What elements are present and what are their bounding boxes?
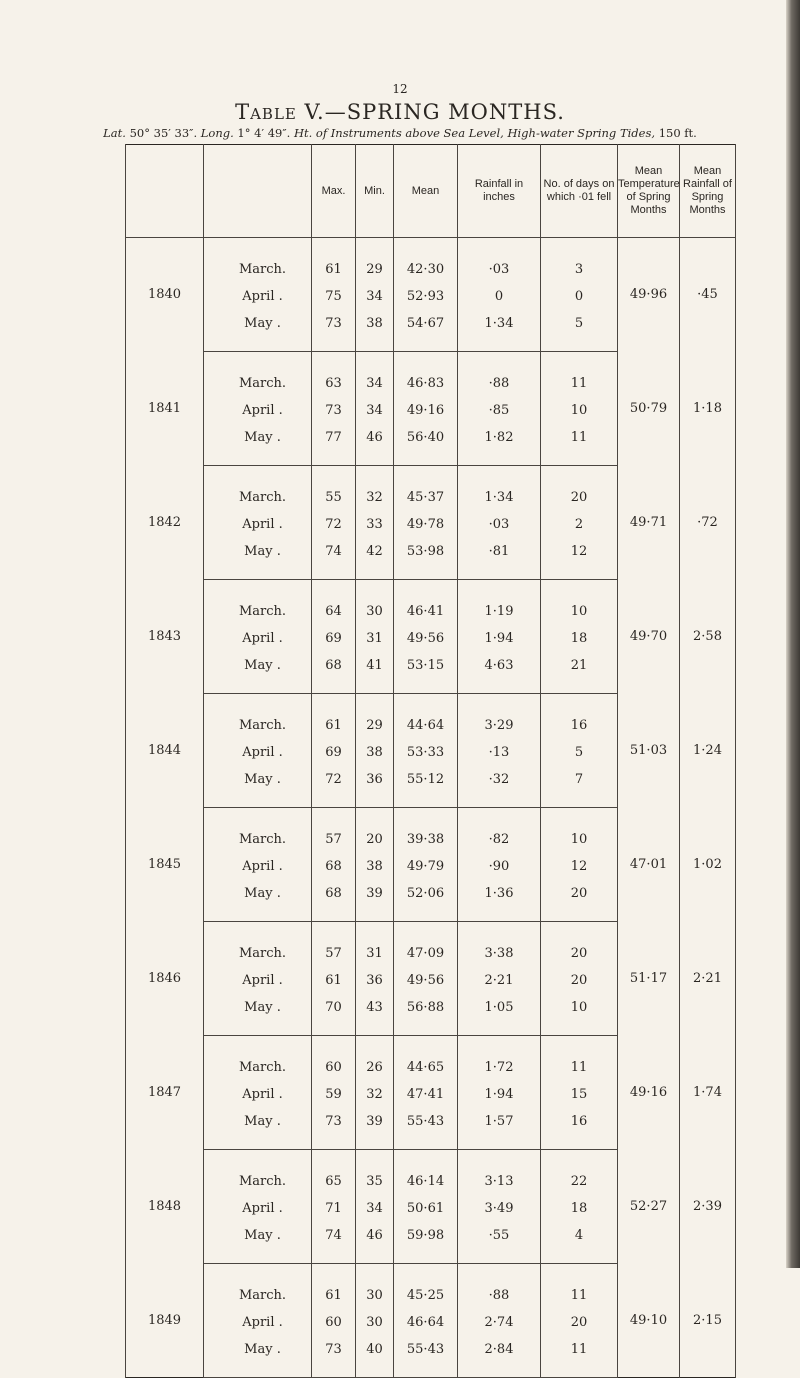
mean-cell: 55·43	[394, 1108, 458, 1150]
long-value: 1° 4′ 49″.	[237, 126, 291, 140]
rainfall-cell: ·03	[458, 511, 541, 538]
table-row	[126, 1036, 736, 1082]
month-cell: April .	[204, 739, 312, 766]
mean-rain-cell: 2·58	[680, 580, 736, 694]
table-row	[126, 238, 736, 284]
max-cell: 63	[312, 352, 356, 398]
mean-cell: 47·41	[394, 1081, 458, 1108]
month-cell: March.	[204, 1150, 312, 1196]
days-cell: 10	[541, 580, 618, 626]
mean-rain-cell: 1·02	[680, 808, 736, 922]
rainfall-cell: ·32	[458, 766, 541, 808]
mean-temp-cell: 49·70	[618, 580, 680, 694]
rainfall-cell: 1·72	[458, 1036, 541, 1082]
days-cell: 20	[541, 880, 618, 922]
year-cell: 1840	[126, 238, 204, 352]
min-cell: 34	[356, 1195, 394, 1222]
mean-cell: 45·25	[394, 1264, 458, 1310]
min-cell: 20	[356, 808, 394, 854]
days-cell: 11	[541, 1336, 618, 1378]
table-body	[126, 238, 736, 1378]
days-cell: 21	[541, 652, 618, 694]
max-cell: 75	[312, 283, 356, 310]
mean-temp-cell: 49·71	[618, 466, 680, 580]
mean-cell: 52·93	[394, 283, 458, 310]
table-row	[126, 694, 736, 740]
mean-cell: 56·88	[394, 994, 458, 1036]
max-cell: 77	[312, 424, 356, 466]
mean-cell: 46·41	[394, 580, 458, 626]
days-cell: 20	[541, 1309, 618, 1336]
mean-temp-cell: 49·10	[618, 1264, 680, 1378]
days-cell: 5	[541, 310, 618, 352]
table-row	[126, 922, 736, 968]
mean-temp-cell: 50·79	[618, 352, 680, 466]
month-cell: April .	[204, 967, 312, 994]
max-cell: 65	[312, 1150, 356, 1196]
mean-temp-cell: 51·03	[618, 694, 680, 808]
days-cell: 4	[541, 1222, 618, 1264]
mean-cell: 39·38	[394, 808, 458, 854]
min-cell: 34	[356, 283, 394, 310]
month-cell: April .	[204, 1309, 312, 1336]
rainfall-cell: 0	[458, 283, 541, 310]
lat-value: 50° 35′ 33″.	[129, 126, 198, 140]
rainfall-cell: ·82	[458, 808, 541, 854]
rainfall-cell: 1·94	[458, 1081, 541, 1108]
days-cell: 20	[541, 922, 618, 968]
mean-cell: 49·56	[394, 625, 458, 652]
min-cell: 39	[356, 1108, 394, 1150]
min-cell: 26	[356, 1036, 394, 1082]
year-cell: 1845	[126, 808, 204, 922]
rainfall-cell: 2·74	[458, 1309, 541, 1336]
height-value: 150 ft.	[658, 126, 697, 140]
mean-cell: 49·16	[394, 397, 458, 424]
rainfall-cell: ·55	[458, 1222, 541, 1264]
col-min-header: Min.	[356, 145, 394, 238]
mean-temp-cell: 51·17	[618, 922, 680, 1036]
mean-cell: 46·64	[394, 1309, 458, 1336]
lat-label: Lat.	[103, 126, 126, 140]
rainfall-cell: 3·29	[458, 694, 541, 740]
height-label: Ht. of Instruments above Sea Level, High-water Spring Tides,	[293, 126, 656, 140]
long-label: Long.	[200, 126, 234, 140]
min-cell: 30	[356, 1309, 394, 1336]
days-cell: 5	[541, 739, 618, 766]
max-cell: 68	[312, 853, 356, 880]
month-cell: March.	[204, 694, 312, 740]
min-cell: 36	[356, 766, 394, 808]
min-cell: 31	[356, 922, 394, 968]
min-cell: 30	[356, 1264, 394, 1310]
table-row	[126, 352, 736, 398]
book-spine-edge	[786, 0, 800, 1268]
rainfall-cell: ·90	[458, 853, 541, 880]
mean-cell: 52·06	[394, 880, 458, 922]
col-rainfall-header: Rainfall in inches	[458, 145, 541, 238]
min-cell: 33	[356, 511, 394, 538]
min-cell: 38	[356, 853, 394, 880]
days-cell: 20	[541, 466, 618, 512]
month-cell: April .	[204, 397, 312, 424]
table-title-prefix: Table	[235, 100, 297, 124]
min-cell: 42	[356, 538, 394, 580]
month-cell: April .	[204, 625, 312, 652]
min-cell: 34	[356, 352, 394, 398]
max-cell: 69	[312, 739, 356, 766]
rainfall-cell: ·03	[458, 238, 541, 284]
table-row	[126, 1264, 736, 1310]
table-title	[0, 100, 800, 124]
min-cell: 43	[356, 994, 394, 1036]
month-cell: April .	[204, 1195, 312, 1222]
rainfall-cell: 1·82	[458, 424, 541, 466]
days-cell: 22	[541, 1150, 618, 1196]
max-cell: 73	[312, 1336, 356, 1378]
year-cell: 1849	[126, 1264, 204, 1378]
days-cell: 2	[541, 511, 618, 538]
max-cell: 60	[312, 1309, 356, 1336]
year-cell: 1842	[126, 466, 204, 580]
days-cell: 18	[541, 1195, 618, 1222]
max-cell: 60	[312, 1036, 356, 1082]
min-cell: 46	[356, 424, 394, 466]
min-cell: 31	[356, 625, 394, 652]
max-cell: 68	[312, 880, 356, 922]
rainfall-cell: 1·57	[458, 1108, 541, 1150]
table-row	[126, 1150, 736, 1196]
month-cell: May .	[204, 766, 312, 808]
mean-rain-cell: 2·39	[680, 1150, 736, 1264]
month-cell: March.	[204, 922, 312, 968]
days-cell: 18	[541, 625, 618, 652]
min-cell: 30	[356, 580, 394, 626]
mean-temp-cell: 49·16	[618, 1036, 680, 1150]
mean-cell: 54·67	[394, 310, 458, 352]
rainfall-cell: ·85	[458, 397, 541, 424]
mean-cell: 49·56	[394, 967, 458, 994]
rainfall-cell: ·88	[458, 352, 541, 398]
min-cell: 41	[356, 652, 394, 694]
min-cell: 35	[356, 1150, 394, 1196]
mean-temp-cell: 47·01	[618, 808, 680, 922]
mean-rain-cell: 1·18	[680, 352, 736, 466]
mean-cell: 55·12	[394, 766, 458, 808]
mean-rain-cell: 1·24	[680, 694, 736, 808]
min-cell: 29	[356, 694, 394, 740]
page-number: 12	[392, 82, 408, 96]
month-cell: May .	[204, 1108, 312, 1150]
rainfall-cell: 3·49	[458, 1195, 541, 1222]
col-year-header	[126, 145, 204, 238]
max-cell: 74	[312, 538, 356, 580]
rainfall-cell: ·81	[458, 538, 541, 580]
mean-cell: 46·14	[394, 1150, 458, 1196]
days-cell: 20	[541, 967, 618, 994]
min-cell: 29	[356, 238, 394, 284]
mean-cell: 56·40	[394, 424, 458, 466]
month-cell: May .	[204, 424, 312, 466]
days-cell: 11	[541, 424, 618, 466]
min-cell: 34	[356, 397, 394, 424]
rainfall-cell: 1·36	[458, 880, 541, 922]
min-cell: 32	[356, 1081, 394, 1108]
min-cell: 32	[356, 466, 394, 512]
mean-cell: 59·98	[394, 1222, 458, 1264]
max-cell: 72	[312, 511, 356, 538]
year-cell: 1841	[126, 352, 204, 466]
year-cell: 1848	[126, 1150, 204, 1264]
month-cell: April .	[204, 1081, 312, 1108]
table-row	[126, 466, 736, 512]
max-cell: 59	[312, 1081, 356, 1108]
min-cell: 38	[356, 310, 394, 352]
month-cell: April .	[204, 853, 312, 880]
days-cell: 12	[541, 853, 618, 880]
year-cell: 1843	[126, 580, 204, 694]
month-cell: May .	[204, 310, 312, 352]
max-cell: 70	[312, 994, 356, 1036]
rainfall-cell: 1·34	[458, 466, 541, 512]
table-title-rest: V.—SPRING MONTHS.	[296, 100, 565, 124]
table-row	[126, 580, 736, 626]
mean-cell: 49·79	[394, 853, 458, 880]
days-cell: 11	[541, 1264, 618, 1310]
days-cell: 0	[541, 283, 618, 310]
min-cell: 46	[356, 1222, 394, 1264]
rainfall-cell: 1·19	[458, 580, 541, 626]
max-cell: 57	[312, 922, 356, 968]
rainfall-cell: ·88	[458, 1264, 541, 1310]
mean-rain-cell: 2·21	[680, 922, 736, 1036]
max-cell: 61	[312, 238, 356, 284]
max-cell: 68	[312, 652, 356, 694]
mean-cell: 46·83	[394, 352, 458, 398]
year-cell: 1847	[126, 1036, 204, 1150]
min-cell: 36	[356, 967, 394, 994]
days-cell: 3	[541, 238, 618, 284]
mean-cell: 53·15	[394, 652, 458, 694]
month-cell: March.	[204, 1036, 312, 1082]
month-cell: May .	[204, 1222, 312, 1264]
col-month-header	[204, 145, 312, 238]
mean-rain-cell: 2·15	[680, 1264, 736, 1378]
days-cell: 10	[541, 397, 618, 424]
mean-cell: 49·78	[394, 511, 458, 538]
days-cell: 16	[541, 694, 618, 740]
header-row	[126, 145, 736, 238]
month-cell: April .	[204, 511, 312, 538]
max-cell: 55	[312, 466, 356, 512]
days-cell: 12	[541, 538, 618, 580]
days-cell: 15	[541, 1081, 618, 1108]
month-cell: March.	[204, 580, 312, 626]
rainfall-cell: 3·13	[458, 1150, 541, 1196]
rainfall-cell: 1·34	[458, 310, 541, 352]
year-cell: 1846	[126, 922, 204, 1036]
month-cell: March.	[204, 466, 312, 512]
mean-cell: 44·65	[394, 1036, 458, 1082]
mean-rain-cell: ·45	[680, 238, 736, 352]
month-cell: May .	[204, 880, 312, 922]
mean-rain-cell: ·72	[680, 466, 736, 580]
rainfall-cell: 2·21	[458, 967, 541, 994]
days-cell: 11	[541, 352, 618, 398]
table-row	[126, 808, 736, 854]
max-cell: 57	[312, 808, 356, 854]
max-cell: 61	[312, 1264, 356, 1310]
rainfall-cell: 1·94	[458, 625, 541, 652]
col-days-header: No. of days on which ·01 fell	[541, 145, 618, 238]
mean-cell: 55·43	[394, 1336, 458, 1378]
month-cell: March.	[204, 1264, 312, 1310]
month-cell: March.	[204, 808, 312, 854]
rainfall-cell: 3·38	[458, 922, 541, 968]
days-cell: 10	[541, 808, 618, 854]
max-cell: 61	[312, 967, 356, 994]
col-mean-header: Mean	[394, 145, 458, 238]
spring-months-table	[125, 144, 736, 1378]
mean-cell: 42·30	[394, 238, 458, 284]
mean-cell: 53·33	[394, 739, 458, 766]
mean-temp-cell: 52·27	[618, 1150, 680, 1264]
month-cell: March.	[204, 238, 312, 284]
days-cell: 11	[541, 1036, 618, 1082]
days-cell: 7	[541, 766, 618, 808]
month-cell: May .	[204, 538, 312, 580]
mean-cell: 44·64	[394, 694, 458, 740]
max-cell: 73	[312, 1108, 356, 1150]
month-cell: May .	[204, 652, 312, 694]
table-subtitle	[0, 126, 800, 140]
max-cell: 61	[312, 694, 356, 740]
mean-cell: 53·98	[394, 538, 458, 580]
col-max-header: Max.	[312, 145, 356, 238]
month-cell: May .	[204, 994, 312, 1036]
rainfall-cell: 4·63	[458, 652, 541, 694]
max-cell: 71	[312, 1195, 356, 1222]
mean-temp-cell: 49·96	[618, 238, 680, 352]
month-cell: March.	[204, 352, 312, 398]
year-cell: 1844	[126, 694, 204, 808]
max-cell: 73	[312, 397, 356, 424]
rainfall-cell: 1·05	[458, 994, 541, 1036]
mean-cell: 47·09	[394, 922, 458, 968]
month-cell: May .	[204, 1336, 312, 1378]
min-cell: 40	[356, 1336, 394, 1378]
month-cell: April .	[204, 283, 312, 310]
rainfall-cell: ·13	[458, 739, 541, 766]
col-mean-rain-header: Mean Rainfall of Spring Months	[680, 145, 736, 238]
max-cell: 72	[312, 766, 356, 808]
days-cell: 10	[541, 994, 618, 1036]
min-cell: 38	[356, 739, 394, 766]
max-cell: 74	[312, 1222, 356, 1264]
max-cell: 64	[312, 580, 356, 626]
max-cell: 73	[312, 310, 356, 352]
col-mean-temp-header: Mean Temperature of Spring Months	[618, 145, 680, 238]
mean-rain-cell: 1·74	[680, 1036, 736, 1150]
days-cell: 16	[541, 1108, 618, 1150]
max-cell: 69	[312, 625, 356, 652]
mean-cell: 45·37	[394, 466, 458, 512]
rainfall-cell: 2·84	[458, 1336, 541, 1378]
min-cell: 39	[356, 880, 394, 922]
mean-cell: 50·61	[394, 1195, 458, 1222]
